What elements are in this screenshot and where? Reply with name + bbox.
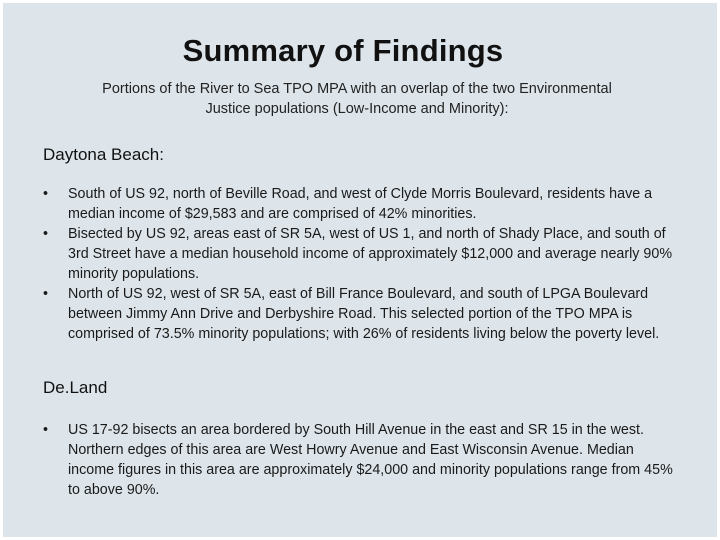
bullet-list-deland [43, 420, 683, 500]
list-item [43, 420, 683, 500]
bullet-list-daytona-beach [43, 184, 683, 344]
bullet-icon: • [43, 226, 49, 242]
section-heading-deland: De.Land [43, 378, 108, 397]
list-item [43, 224, 683, 284]
list-item-text: Bisected by US 92, areas east of SR 5A, west of US 1, and north of Shady Place, and south of 3rd Street have a median household income of approximately $12,000 and average nearly 90% minority populations. [68, 226, 673, 282]
list-item-text: North of US 92, west of SR 5A, east of Bill France Boulevard, and south of LPGA Boulevard between Jimmy Ann Drive and Derbyshire Road. This selected portion of the TPO MPA is comprised of 73.5% minority populations; with 26% of residents living below the poverty level. [68, 286, 660, 342]
list-item [43, 284, 683, 344]
list-item-text: US 17-92 bisects an area bordered by South Hill Avenue in the east and SR 15 in the west. Northern edges of this area are West Howry Avenue and East Wisconsin Avenue. Median income figures in this area are approximately $24,000 and minority populations range from 45% to above 90%. [68, 422, 673, 498]
subtitle: Portions of the River to Sea TPO MPA with an overlap of the two Environmental Justice populations (Low-Income and Minority): [102, 81, 612, 117]
list-item [43, 184, 683, 224]
bullet-icon: • [43, 422, 49, 438]
list-item-text: South of US 92, north of Beville Road, and west of Clyde Morris Boulevard, residents have a median income of $29,583 and are comprised of 42% minorities. [68, 186, 653, 222]
bullet-icon: • [43, 286, 49, 302]
page-title: Summary of Findings [182, 33, 504, 68]
bullet-icon: • [43, 186, 49, 202]
section-heading-daytona-beach: Daytona Beach: [43, 145, 164, 164]
